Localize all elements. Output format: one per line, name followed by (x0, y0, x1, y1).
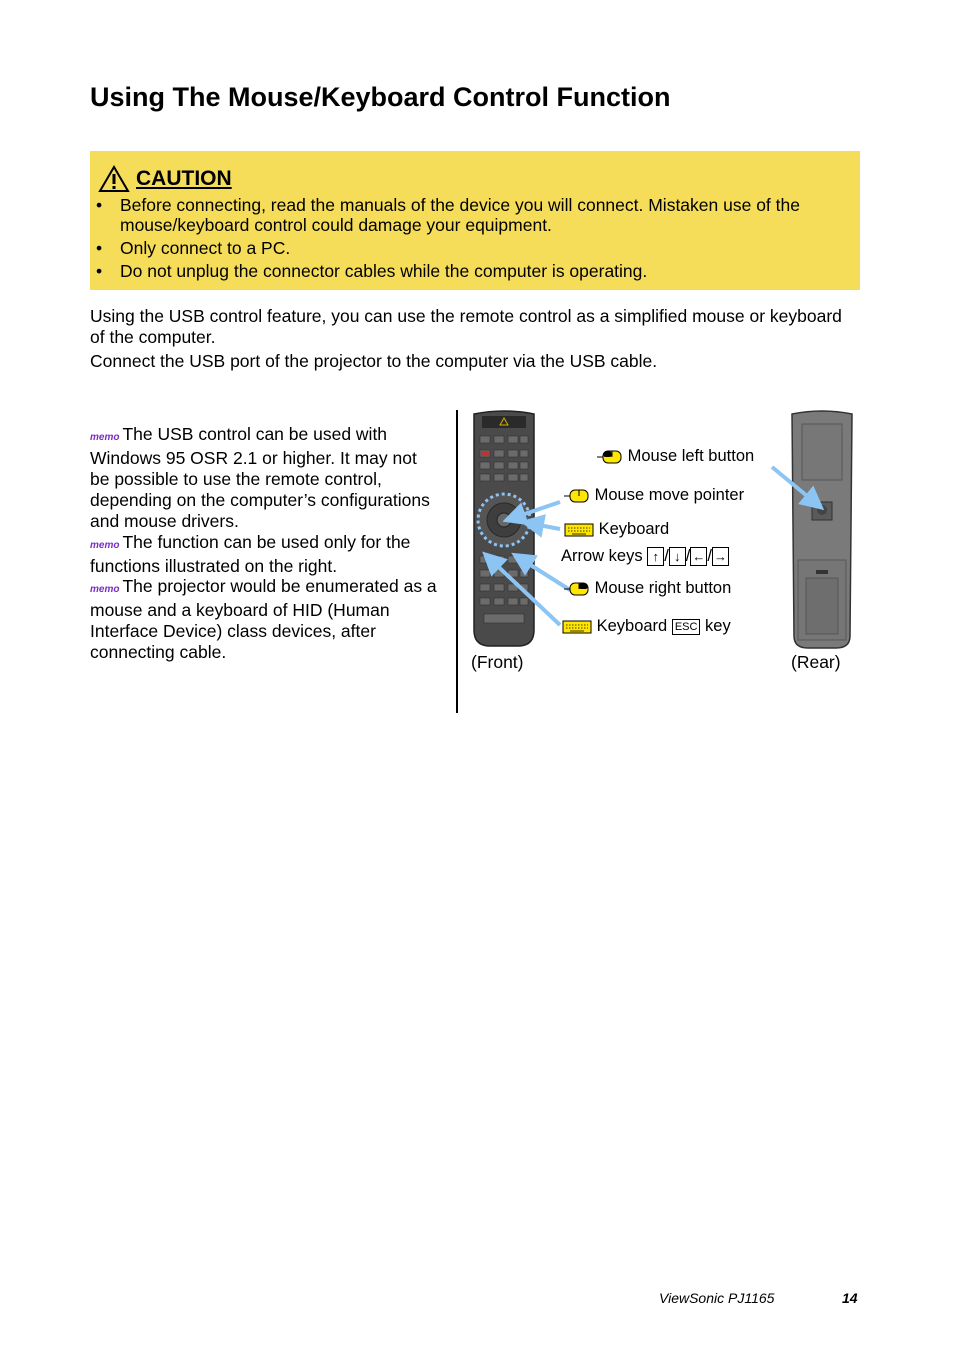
up-arrow-key-icon: ↑ (647, 547, 664, 566)
separator: / (685, 547, 691, 565)
memo-tag: memo (90, 540, 120, 551)
mouse-icon (564, 581, 590, 597)
esc-key-icon: ESC (672, 619, 701, 635)
memo-tag: memo (90, 584, 120, 595)
separator: / (664, 547, 669, 565)
mouse-icon (597, 449, 623, 465)
memo-text: The USB control can be used with Windows 95 OSR 2.1 or higher. It may not be possible to use the remote control, depending on the computer’s configurations and mouse drivers. (90, 424, 430, 531)
memo-note-2 (90, 532, 440, 577)
left-arrow-key-icon: ← (692, 549, 706, 565)
caution-item: • Only connect to a PC. (90, 238, 850, 258)
label-text: Arrow keys (561, 547, 643, 565)
keyboard-icon (564, 522, 594, 538)
remote-diagram (460, 405, 860, 685)
keyboard-icon (562, 619, 592, 635)
label-mouse-left (597, 447, 754, 466)
memo-note-1 (90, 424, 440, 532)
mouse-icon (564, 488, 590, 504)
intro-paragraph: Using the USB control feature, you can use the remote control as a simplified mouse or keyboard of the computer. (90, 306, 842, 347)
right-arrow-key-icon: → (713, 549, 727, 565)
memo-text: The function can be used only for the functions illustrated on the right. (90, 532, 411, 576)
label-arrow-keys (561, 547, 729, 566)
page-number: 14 (842, 1290, 858, 1306)
label-text: Mouse right button (594, 579, 732, 597)
caution-item: • Do not unplug the connector cables while the computer is operating. (90, 261, 850, 281)
intro-paragraph-2: Connect the USB port of the projector to the computer via the USB cable. (90, 351, 658, 371)
divider-line (456, 410, 458, 713)
caption-rear: (Rear) (791, 652, 841, 672)
memo-text: The projector would be enumerated as a mouse and a keyboard of HID (Human Interface Device) class devices, after connecting cable. (90, 576, 437, 662)
caution-header (98, 165, 232, 193)
footer-brand: ViewSonic PJ1165 (659, 1290, 775, 1306)
down-arrow-key-icon: ↓ (669, 547, 686, 566)
warning-icon (98, 165, 130, 193)
label-text: Keyboard (596, 617, 668, 635)
memo-note-3 (90, 576, 440, 663)
caption-front: (Front) (471, 652, 524, 672)
caution-item: • Before connecting, read the manuals of the device you will connect. Mistaken use of the mouse/keyboard control could damage your equipment. (90, 195, 850, 235)
caution-label: CAUTION (136, 167, 232, 190)
caution-list (90, 195, 850, 284)
label-mouse-right (564, 579, 731, 598)
caution-box (90, 151, 860, 290)
memo-tag: memo (90, 432, 120, 443)
label-text: key (705, 617, 731, 635)
label-mouse-move (564, 486, 744, 505)
separator: / (707, 547, 712, 565)
label-keyboard-arrows (564, 520, 669, 539)
label-text: Keyboard (598, 520, 670, 538)
label-text: Mouse left button (627, 447, 755, 465)
page-title: Using The Mouse/Keyboard Control Function (90, 82, 671, 112)
label-keyboard-esc (562, 617, 731, 636)
label-text: Mouse move pointer (594, 486, 745, 504)
